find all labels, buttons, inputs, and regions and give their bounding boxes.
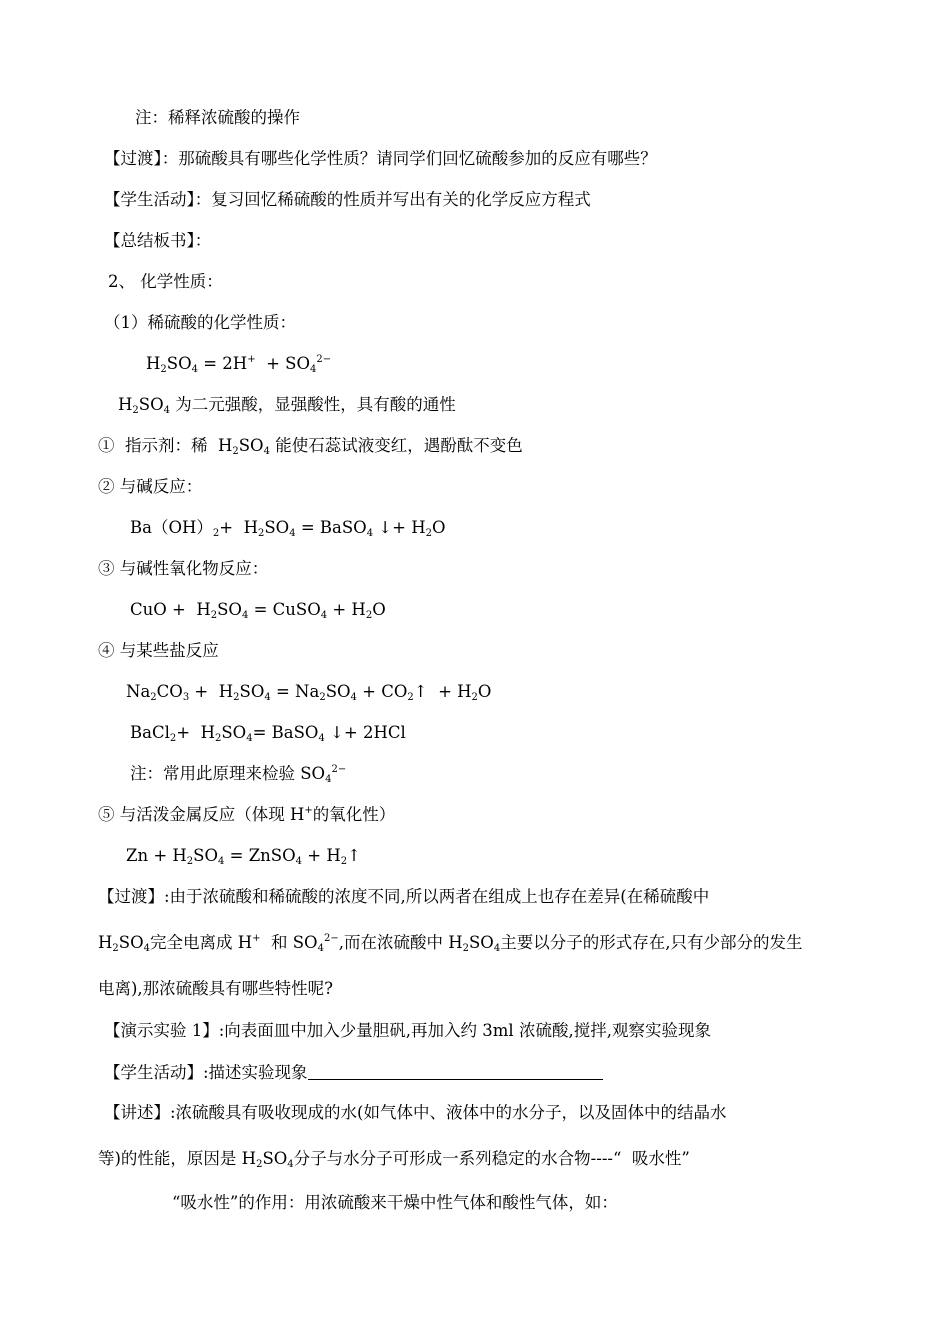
explanation-heading: 【讲述】:浓硫酸具有吸收现成的水(如气体中、液体中的水分子，以及固体中的结晶水 bbox=[104, 1103, 727, 1122]
item-indicator: ① 指示剂：稀 $H_2SO_4$ 能使石蕊试液变红，遇酚酞不变色 bbox=[98, 436, 523, 457]
summary-heading: 【总结板书】： bbox=[104, 231, 212, 250]
equation-zn: $Zn + H_2SO_4$ = ZnSO$_4$ + $H_2↑$ bbox=[126, 846, 361, 867]
item-metal-reaction: ⑤ 与活泼金属反应（体现 H+的氧化性） bbox=[98, 805, 396, 824]
item-basic-oxide-reaction: ③ 与碱性氧化物反应： bbox=[98, 559, 269, 578]
note-dilution: 注：稀释浓硫酸的操作 bbox=[135, 108, 300, 127]
strong-acid-statement: $H_2SO_4$ 为二元强酸，显强酸性，具有酸的通性 bbox=[118, 395, 456, 416]
ionization-difference: $H_2SO_4$完全电离成 H+ 和 $SO_4^{2-}$,而在浓硫酸中 $H_2SO_4$主要以分子的形式存在,只有少部分的发生 bbox=[98, 933, 803, 954]
item-salt-reaction: ④ 与某些盐反应 bbox=[98, 641, 219, 660]
ionization-equation: $H_2SO_4 = 2H^+ + SO_4^{2-}$ bbox=[146, 354, 332, 375]
subsection-dilute-acid: （1）稀硫酸的化学性质： bbox=[104, 313, 296, 332]
demo-experiment-1: 【演示实验 1】:向表面皿中加入少量胆矾,再加入约 3ml 浓硫酸,搅拌,观察实验现象 bbox=[104, 1021, 711, 1040]
answer-blank bbox=[308, 1061, 603, 1080]
equation-bacl2: BaCl$_2$+ $H_2SO_4=$ BaSO$_4$ ↓+ 2HCl bbox=[130, 723, 406, 744]
section-chemical-properties: 2、 化学性质： bbox=[108, 272, 223, 291]
transition-question: 电离),那浓硫酸具有哪些特性呢? bbox=[98, 979, 334, 998]
equation-baoh2: $Ba(OH)_2+ H_2SO_4$ = BaSO$_4$ ↓+ $H_2O$ bbox=[130, 518, 446, 539]
equation-cuo: CuO + $H_2SO_4$ = CuSO$_4$ + $H_2O$ bbox=[130, 600, 386, 621]
transition-heading-2: 【过渡】:由于浓硫酸和稀硫酸的浓度不同,所以两者在组成上也存在差异(在稀硫酸中 bbox=[98, 887, 710, 906]
note-sulfate-test: 注：常用此原理来检验 $SO_4^{2-}$ bbox=[130, 764, 347, 785]
explanation-continued: 等)的性能，原因是 $H_2SO_4$分子与水分子可形成一系列稳定的水合物----“ 吸水性” bbox=[98, 1149, 690, 1170]
student-activity-2: 【学生活动】:描述实验现象 bbox=[104, 1061, 603, 1084]
transition-heading-1: 【过渡】：那硫酸具有哪些化学性质？请同学们回忆硫酸参加的反应有哪些？ bbox=[104, 149, 657, 168]
water-absorption-usage: “吸水性”的作用：用浓硫酸来干燥中性气体和酸性气体，如： bbox=[172, 1193, 618, 1212]
equation-na2co3: $Na_2CO_3 + H_2SO_4 = Na_2SO_4$ + $CO_2↑ + H_2O$ bbox=[126, 682, 492, 703]
item-base-reaction: ② 与碱反应： bbox=[98, 477, 203, 496]
student-activity-1: 【学生活动】：复习回忆稀硫酸的性质并写出有关的化学反应方程式 bbox=[104, 190, 591, 209]
